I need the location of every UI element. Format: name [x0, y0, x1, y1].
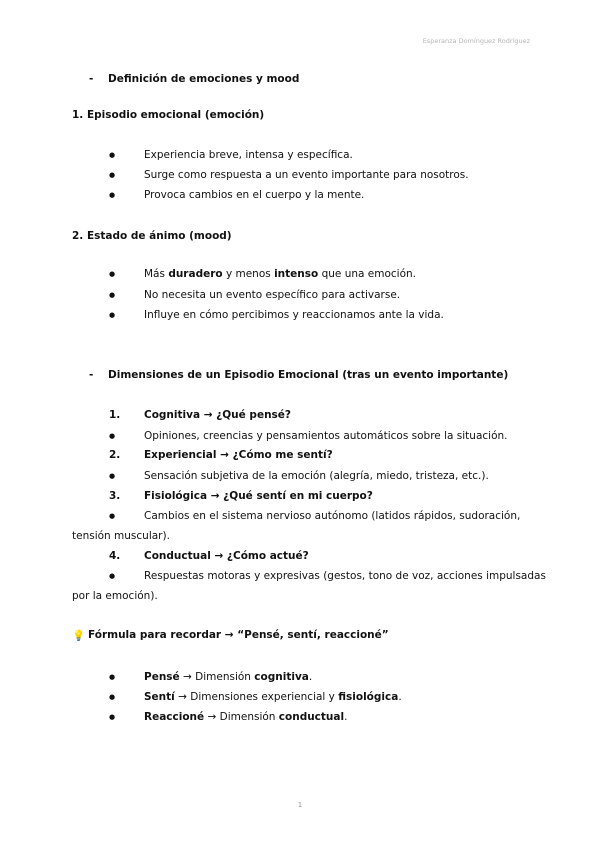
dimension-behavioral-desc-line1: Respuestas motoras y expresivas (gestos, tono de voz, acciones impulsadas	[144, 570, 546, 582]
section2-dash: -	[89, 369, 94, 381]
dimension-physiological-desc-line1: Cambios en el sistema nervioso autónomo (latidos rápidos, sudoración,	[144, 510, 521, 522]
bullet-icon: ●	[109, 270, 116, 278]
formula-item-pense: Pensé → Dimensión cognitiva.	[144, 671, 313, 683]
dimension-behavioral-desc-line2: por la emoción).	[72, 590, 158, 602]
episode-bullet-2: Surge como respuesta a un evento importante para nosotros.	[144, 169, 469, 181]
formula-title: Fórmula para recordar → “Pensé, sentí, reaccioné”	[88, 629, 389, 641]
formula-item-reacciono: Reaccioné → Dimensión conductual.	[144, 711, 348, 723]
bullet-icon: ●	[109, 171, 116, 179]
dimension-physiological-heading: Fisiológica → ¿Qué sentí en mi cuerpo?	[144, 490, 373, 502]
bullet-icon: ●	[109, 713, 116, 721]
dimension-experiential-desc: Sensación subjetiva de la emoción (alegría, miedo, tristeza, etc.).	[144, 470, 489, 482]
mood-bullet-2: No necesita un evento específico para activarse.	[144, 289, 401, 301]
section2-title: Dimensiones de un Episodio Emocional (tras un evento importante)	[108, 369, 509, 381]
bullet-icon: ●	[109, 191, 116, 199]
bullet-icon: ●	[109, 472, 116, 480]
mood-heading: 2. Estado de ánimo (mood)	[72, 230, 232, 242]
mood-bullet-1: Más duradero y menos intenso que una emoción.	[144, 268, 416, 280]
page-number: 1	[297, 801, 303, 809]
bullet-icon: ●	[109, 432, 116, 440]
author-header: Esperanza Domínguez Rodríguez	[422, 37, 530, 45]
dimension-behavioral-heading: Conductual → ¿Cómo actué?	[144, 550, 309, 562]
bullet-icon: ●	[109, 512, 116, 520]
dimension-number: 1.	[109, 409, 121, 421]
mood-bullet-3: Influye en cómo percibimos y reaccionamos ante la vida.	[144, 309, 444, 321]
bullet-icon: ●	[109, 572, 116, 580]
episode-bullet-1: Experiencia breve, intensa y específica.	[144, 149, 353, 161]
dimension-physiological-desc-line2: tensión muscular).	[72, 530, 170, 542]
bullet-icon: ●	[109, 311, 116, 319]
dimension-experiential-heading: Experiencial → ¿Cómo me sentí?	[144, 449, 333, 461]
lightbulb-icon: 💡	[72, 630, 86, 642]
section1-title: Definición de emociones y mood	[108, 73, 300, 85]
bullet-icon: ●	[109, 151, 116, 159]
episode-heading: 1. Episodio emocional (emoción)	[72, 109, 265, 121]
episode-bullet-3: Provoca cambios en el cuerpo y la mente.	[144, 189, 365, 201]
formula-item-senti: Sentí → Dimensiones experiencial y fisiológica.	[144, 691, 402, 703]
dimension-number: 2.	[109, 449, 121, 461]
bullet-icon: ●	[109, 693, 116, 701]
bullet-icon: ●	[109, 291, 116, 299]
dimension-number: 3.	[109, 490, 121, 502]
section1-dash: -	[89, 73, 94, 85]
dimension-number: 4.	[109, 550, 121, 562]
dimension-cognitive-heading: Cognitiva → ¿Qué pensé?	[144, 409, 292, 421]
dimension-cognitive-desc: Opiniones, creencias y pensamientos automáticos sobre la situación.	[144, 430, 508, 442]
bullet-icon: ●	[109, 673, 116, 681]
